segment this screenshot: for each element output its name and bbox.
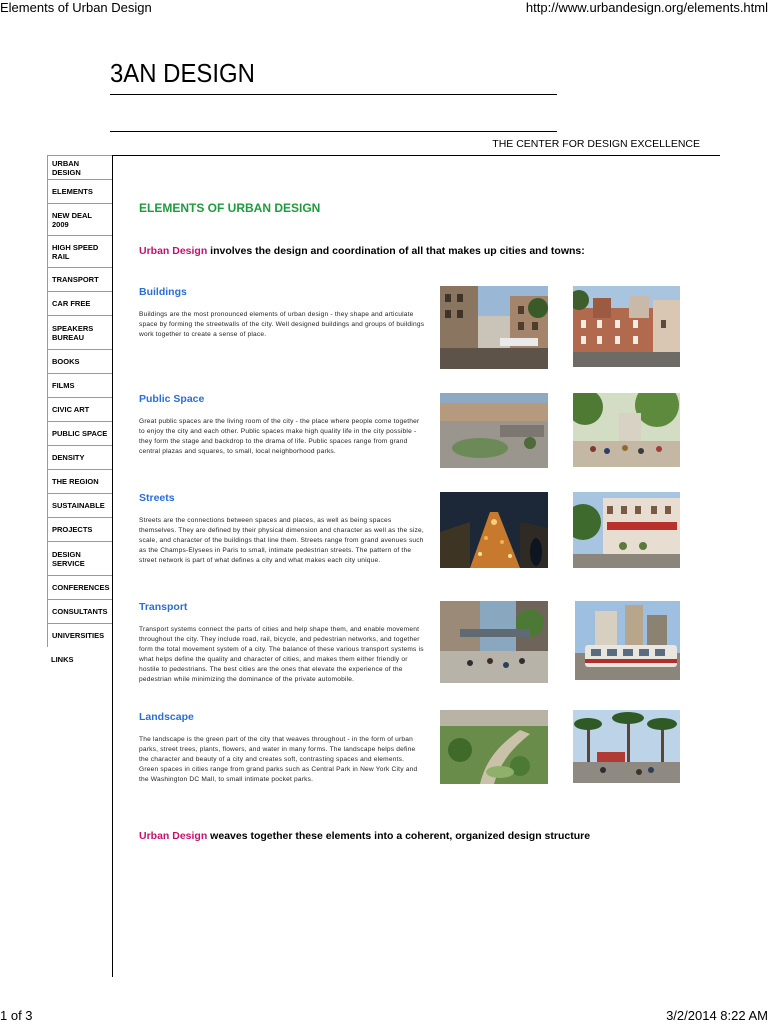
page-counter: 1 of 3 [0, 1008, 33, 1023]
section-title-streets: Streets [139, 492, 175, 504]
section-title-buildings: Buildings [139, 286, 187, 298]
sidebar-item-links[interactable]: LINKS [51, 654, 74, 664]
logo-underline [110, 94, 557, 95]
photo-public-space-plaza [440, 393, 548, 468]
section-body-public-space: Great public spaces are the living room of the city - the place where people come together to enjoy the city and each other. Public spaces make high quality life in the city possible - they form the stage and backdrop to the drama of life. Public spaces range from grand central plazas and squares, to small, local neighborhood parks. [139, 418, 420, 455]
sidebar-item-books[interactable]: BOOKS [47, 349, 112, 373]
page-url[interactable]: http://www.urbandesign.org/elements.html [525, 0, 768, 15]
photo-transport-plaza [440, 601, 548, 683]
sidebar-item-films[interactable]: FILMS [47, 373, 112, 397]
main-heading: ELEMENTS OF URBAN DESIGN [139, 201, 321, 215]
photo-buildings-rowhouses [573, 286, 680, 367]
sidebar-item-density[interactable]: DENSITY [47, 445, 112, 469]
page-title: Elements of Urban Design [0, 0, 152, 15]
photo-landscape-palms [573, 710, 680, 783]
print-datetime: 3/2/2014 8:22 AM [666, 1008, 768, 1023]
sidebar-item-urban-design[interactable]: URBAN DESIGN [47, 155, 112, 179]
sidebar-divider [112, 155, 113, 977]
sidebar-item-sustainable[interactable]: SUSTAINABLE [47, 493, 112, 517]
site-logo[interactable]: 3AN DESIGN [110, 58, 255, 88]
site-tagline: THE CENTER FOR DESIGN EXCELLENCE [492, 138, 700, 150]
sidebar-item-car-free[interactable]: CAR FREE [47, 291, 112, 315]
sidebar-item-projects[interactable]: PROJECTS [47, 517, 112, 541]
sidebar-item-civic-art[interactable]: CIVIC ART [47, 397, 112, 421]
sidebar-item-consultants[interactable]: CONSULTANTS [47, 599, 112, 623]
sidebar-item-design-service[interactable]: DESIGN SERVICE [47, 541, 112, 575]
photo-public-space-park [573, 393, 680, 467]
sidebar-nav [47, 155, 112, 671]
sidebar-item-public-space[interactable]: PUBLIC SPACE [47, 421, 112, 445]
sidebar-item-elements[interactable]: ELEMENTS [47, 179, 112, 203]
sidebar-item-transport[interactable]: TRANSPORT [47, 267, 112, 291]
section-title-landscape: Landscape [139, 711, 194, 723]
photo-landscape-park-aerial [440, 710, 548, 784]
intro-highlight-link[interactable]: Urban Design [139, 245, 208, 257]
sidebar-item-conferences[interactable]: CONFERENCES [47, 575, 112, 599]
section-body-streets: Streets are the connections between spaces and places, as well as being spaces themselves. They are defined by their physical dimension and character as well as the size, scale, and character of the buildings that line them. Streets range from grand avenues such as the Champs-Elysees in Paris to small, intimate pedestrian streets. The pattern of the street network is part of what defines a city and what makes each city unique. [139, 517, 424, 564]
photo-streets-pedestrian [573, 492, 680, 568]
intro-text [139, 245, 585, 257]
photo-buildings-street [440, 286, 548, 369]
section-body-transport: Transport systems connect the parts of cities and help shape them, and enable movement throughout the city. They include road, rail, bicycle, and pedestrian networks, and together form the total movement system of a city. The balance of these various transport systems is what helps define the quality and character of cities, and makes them either friendly or hostile to pedestrians. The best cities are the ones that elevate the experience of the pedestrian while minimizing the dominance of the private automobile. [139, 626, 424, 683]
section-body-buildings: Buildings are the most pronounced elements of urban design - they shape and articulate space by forming the streetwalls of the city. Well designed buildings and groups of buildings work together to create a sense of place. [139, 311, 425, 338]
section-title-public-space: Public Space [139, 393, 205, 405]
sidebar-item-speakers-bureau[interactable]: SPEAKERS BUREAU [47, 315, 112, 349]
section-body-landscape: The landscape is the green part of the city that weaves throughout - in the form of urban parks, street trees, plants, flowers, and water in many forms. The landscape helps define the character and beauty of a city and creates soft, contrasting spaces and elements. Green spaces in cities range from grand parks such as Central Park in New York City and the Washington DC Mall, to small intimate pocket parks. [139, 736, 418, 783]
sidebar-item-high-speed-rail[interactable]: HIGH SPEED RAIL [47, 235, 112, 267]
intro-rest: involves the design and coordination of all that makes up cities and towns: [207, 245, 585, 257]
header-divider [110, 131, 557, 132]
photo-streets-night [440, 492, 548, 568]
outro-highlight-link[interactable]: Urban Design [139, 830, 208, 842]
outro-text [139, 830, 590, 842]
sidebar-item-universities[interactable]: UNIVERSITIES [47, 623, 112, 647]
sidebar-item-the-region[interactable]: THE REGION [47, 469, 112, 493]
outro-rest: weaves together these elements into a coherent, organized design structure [207, 830, 591, 842]
photo-transport-tram [575, 601, 680, 680]
section-title-transport: Transport [139, 601, 188, 613]
header-bottom-rule [47, 155, 720, 156]
sidebar-item-new-deal-2009[interactable]: NEW DEAL 2009 [47, 203, 112, 235]
